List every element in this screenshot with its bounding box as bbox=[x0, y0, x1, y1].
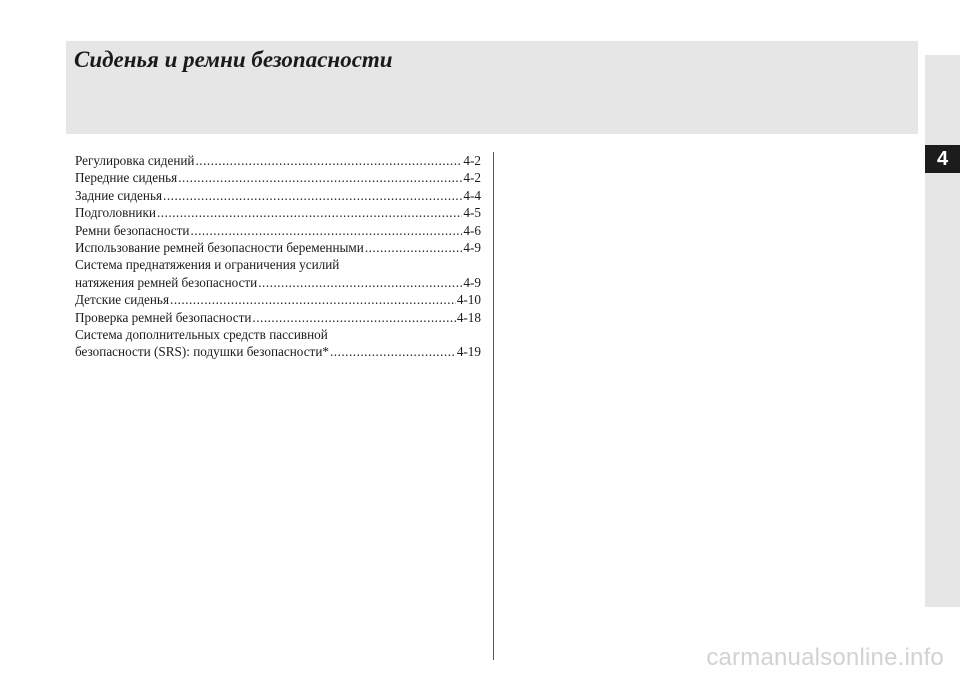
toc-entry-title: Ремни безопасности bbox=[75, 222, 190, 238]
chapter-header bbox=[66, 41, 918, 134]
toc-entry[interactable] bbox=[75, 291, 481, 308]
toc-page-number: 4-2 bbox=[463, 170, 481, 186]
toc-leader-dots bbox=[258, 274, 462, 291]
toc-entry[interactable] bbox=[75, 239, 481, 256]
watermark-text: carmanualsonline.info bbox=[706, 644, 944, 671]
toc-entry-title: Передние сиденья bbox=[75, 170, 178, 186]
toc-entry[interactable] bbox=[75, 152, 481, 169]
toc-leader-dots bbox=[163, 187, 462, 204]
toc-leader-dots bbox=[196, 152, 463, 169]
toc-leader-dots bbox=[252, 309, 455, 326]
toc-entry[interactable] bbox=[75, 326, 481, 361]
toc-leader-dots bbox=[365, 239, 463, 256]
toc-page-number: 4-9 bbox=[463, 240, 481, 256]
toc-page-number: 4-9 bbox=[463, 274, 481, 290]
toc-page-number: 4-18 bbox=[456, 309, 481, 325]
toc-entry-title: Задние сиденья bbox=[75, 187, 163, 203]
toc-entry-title: Использование ремней безопасности беременными bbox=[75, 240, 364, 256]
toc-entry[interactable] bbox=[75, 187, 481, 204]
toc-leader-dots bbox=[157, 204, 462, 221]
toc-page-number: 4-4 bbox=[463, 187, 481, 203]
toc-entry-title-first-line: Система дополнительных средств пассивной bbox=[75, 327, 328, 343]
toc-entry[interactable] bbox=[75, 256, 481, 291]
toc-page-number: 4-6 bbox=[463, 222, 481, 238]
toc-entry-title: натяжения ремней безопасности bbox=[75, 274, 258, 290]
toc-entry[interactable] bbox=[75, 204, 481, 221]
toc-entry-title: Регулировка сидений bbox=[75, 153, 195, 168]
toc-entry[interactable] bbox=[75, 169, 481, 186]
toc-entry-title: Подголовники bbox=[75, 205, 156, 221]
chapter-title: Сиденья и ремни безопасности bbox=[74, 47, 393, 72]
toc-page-number: 4-19 bbox=[456, 344, 481, 360]
toc-leader-dots bbox=[330, 343, 456, 360]
column-divider bbox=[493, 152, 494, 660]
toc-entry-title: безопасности (SRS): подушки безопасности* bbox=[75, 344, 329, 360]
chapter-side-tab bbox=[925, 55, 960, 607]
toc-entry-title: Детские сиденья bbox=[75, 292, 170, 308]
table-of-contents bbox=[75, 152, 481, 361]
toc-leader-dots bbox=[190, 222, 462, 239]
toc-leader-dots bbox=[178, 169, 462, 186]
chapter-number-badge: 4 bbox=[925, 145, 960, 173]
toc-entry[interactable] bbox=[75, 222, 481, 239]
toc-entry[interactable] bbox=[75, 309, 481, 326]
toc-page-number: 4-10 bbox=[456, 292, 481, 308]
toc-page-number: 4-2 bbox=[463, 153, 481, 168]
toc-leader-dots bbox=[170, 291, 456, 308]
toc-entry-title-first-line: Система преднатяжения и ограничения усилий bbox=[75, 257, 340, 273]
toc-page-number: 4-5 bbox=[463, 205, 481, 221]
toc-entry-title: Проверка ремней безопасности bbox=[75, 309, 252, 325]
